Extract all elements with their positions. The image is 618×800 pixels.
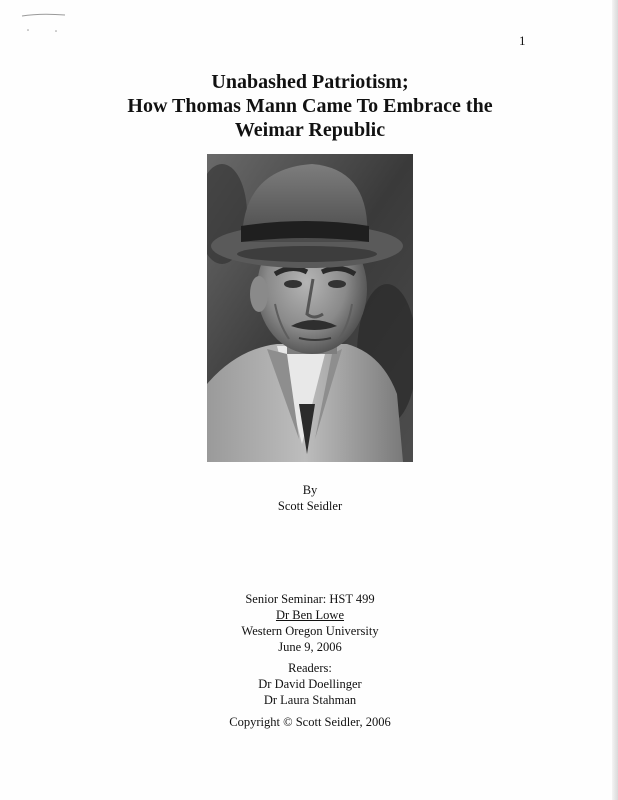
- reader-name: Dr David Doellinger: [258, 677, 362, 691]
- document-title: [60, 70, 560, 142]
- portrait-photo: [207, 154, 413, 462]
- course-name: Senior Seminar: HST 499: [245, 592, 375, 606]
- copyright-notice: Copyright © Scott Seidler, 2006: [229, 715, 391, 729]
- scan-page-edge: [612, 0, 618, 800]
- seminar-info: [160, 591, 460, 655]
- byline: [160, 482, 460, 514]
- reader-name: Dr Laura Stahman: [263, 693, 357, 707]
- title-line-2: How Thomas Mann Came To Embrace the: [127, 95, 493, 117]
- submission-date: June 9, 2006: [278, 640, 342, 654]
- readers-info: [160, 660, 460, 708]
- author-name: Scott Seidler: [277, 499, 343, 513]
- instructor-name: Dr Ben Lowe: [275, 608, 345, 622]
- portrait-image: [207, 154, 413, 462]
- readers-heading: Readers:: [288, 661, 332, 675]
- scan-artifact-mark: [20, 10, 80, 34]
- university-name: Western Oregon University: [241, 624, 379, 638]
- title-line-1: Unabashed Patriotism;: [211, 71, 409, 93]
- page-number: 1: [519, 33, 526, 48]
- title-line-3: Weimar Republic: [234, 119, 386, 141]
- by-label: By: [302, 483, 318, 497]
